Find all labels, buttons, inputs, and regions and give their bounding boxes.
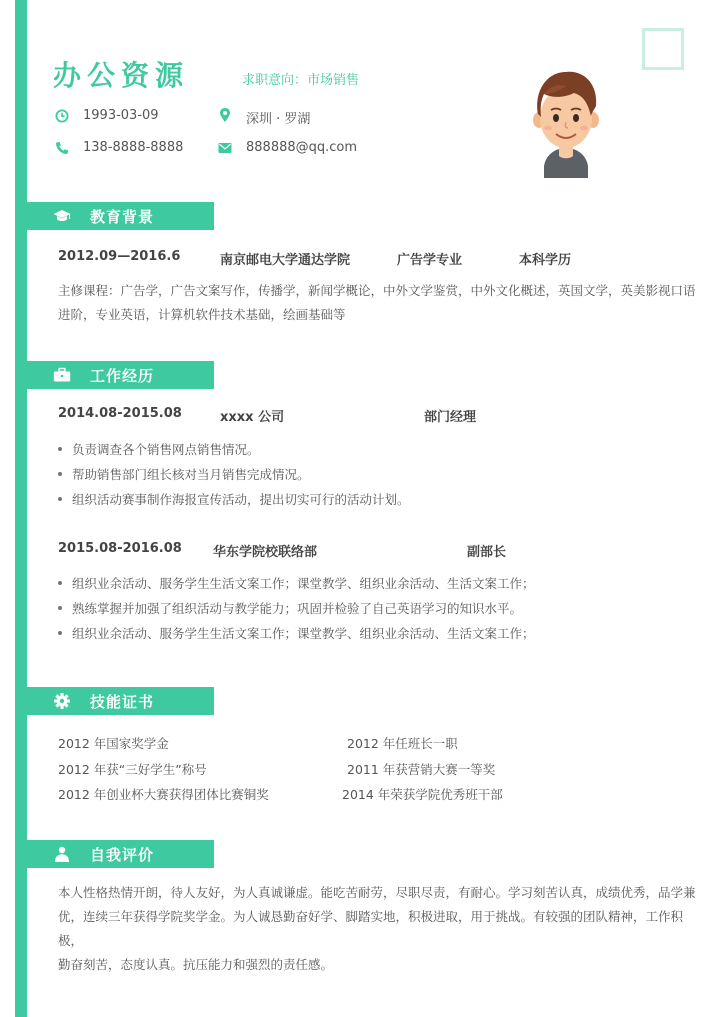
avatar	[522, 62, 610, 178]
section-title-self-eval: 自我评价	[90, 846, 155, 864]
self-eval-line: 勤奋刻苦，态度认真。抗压能力和强烈的责任感。	[58, 957, 334, 972]
edu-major: 广告学专业	[397, 253, 463, 268]
skill-item: 2012 年创业杯大赛获得团体比赛铜奖	[58, 787, 269, 802]
job2-duty	[58, 574, 535, 592]
mail-icon	[218, 142, 232, 154]
phone-number: 138-8888-8888	[83, 140, 184, 155]
section-title-education: 教育背景	[90, 208, 155, 226]
skill-item: 2011 年获营销大赛一等奖	[347, 762, 496, 777]
edu-courses-line1: 主修课程：广告学，广告文案写作，传播学，新闻学概论，中外文学鉴赏，中外文化概述，英国文学，英美影视口语	[58, 283, 696, 298]
duty-text: 负责调查各个销售网点销售情况。	[72, 442, 260, 457]
job1-position: 部门经理	[424, 410, 477, 425]
map-pin-icon	[218, 107, 232, 123]
section-title-skills: 技能证书	[90, 693, 155, 711]
job-intent: 求职意向：市场销售	[242, 73, 360, 88]
skill-item: 2012 年国家奖学金	[58, 736, 169, 751]
job2-company: 华东学院校联络部	[213, 545, 318, 560]
self-eval-line: 本人性格热情开朗，待人友好，为人真诚谦虚。能吃苦耐劳，尽职尽责，有耐心。学习刻苦认真，成绩优秀，品学兼	[58, 885, 696, 900]
job1-duty	[58, 490, 410, 508]
edu-courses-line2: 进阶，专业英语，计算机软件技术基础，绘画基础等	[58, 307, 346, 322]
edu-school: 南京邮电大学通达学院	[220, 253, 351, 268]
email-address: 888888@qq.com	[246, 140, 358, 155]
job2-period: 2015.08-2016.08	[58, 541, 182, 556]
job1-period: 2014.08-2015.08	[58, 406, 182, 421]
location: 深圳 · 罗湖	[246, 112, 311, 127]
skill-item: 2012 年任班长一职	[347, 736, 458, 751]
duty-text: 帮助销售部门组长核对当月销售完成情况。	[72, 467, 310, 482]
birth-date: 1993-03-09	[83, 108, 159, 123]
edu-degree: 本科学历	[519, 253, 572, 268]
section-header-skills	[27, 687, 214, 715]
bullet-dot	[58, 581, 62, 585]
bullet-dot	[58, 606, 62, 610]
job1-duty	[58, 440, 260, 458]
section-title-work: 工作经历	[90, 367, 155, 385]
job1-company: xxxx 公司	[220, 410, 285, 425]
job1-duty	[58, 465, 310, 483]
bullet-dot	[58, 631, 62, 635]
bullet-dot	[58, 447, 62, 451]
briefcase-icon	[53, 367, 71, 383]
candidate-name: 办公资源	[53, 59, 190, 92]
skill-item: 2012 年获“三好学生”称号	[58, 762, 207, 777]
bullet-dot	[58, 472, 62, 476]
self-eval-line: 优，连续三年获得学院奖学金。为人诚恳勤奋好学、脚踏实地，积极进取，用于挑战。有较强的团队精神，工作积极，	[58, 909, 684, 948]
decorative-square	[642, 28, 684, 70]
duty-text: 熟练掌握并加强了组织活动与教学能力；巩固并检验了自己英语学习的知识水平。	[72, 601, 523, 616]
duty-text: 组织业余活动、服务学生生活文案工作；课堂教学、组织业余活动、生活文案工作；	[72, 626, 535, 641]
person-icon	[53, 846, 71, 862]
gear-icon	[53, 693, 71, 709]
job2-position: 副部长	[467, 545, 507, 560]
left-accent-bar	[15, 0, 27, 1017]
self-eval-text	[58, 881, 698, 977]
job2-duty	[58, 599, 522, 617]
section-header-self-eval	[27, 840, 214, 868]
bullet-dot	[58, 497, 62, 501]
phone-icon	[55, 141, 69, 155]
edu-period: 2012.09—2016.6	[58, 249, 181, 264]
clock-icon	[55, 109, 69, 123]
edu-courses	[58, 279, 698, 327]
graduation-cap-icon	[53, 208, 71, 224]
duty-text: 组织活动赛事制作海报宣传活动，提出切实可行的活动计划。	[72, 492, 410, 507]
job2-duty	[58, 624, 535, 642]
skill-item: 2014 年荣获学院优秀班干部	[342, 787, 503, 802]
section-header-education	[27, 202, 214, 230]
section-header-work	[27, 361, 214, 389]
duty-text: 组织业余活动、服务学生生活文案工作；课堂教学、组织业余活动、生活文案工作；	[72, 576, 535, 591]
